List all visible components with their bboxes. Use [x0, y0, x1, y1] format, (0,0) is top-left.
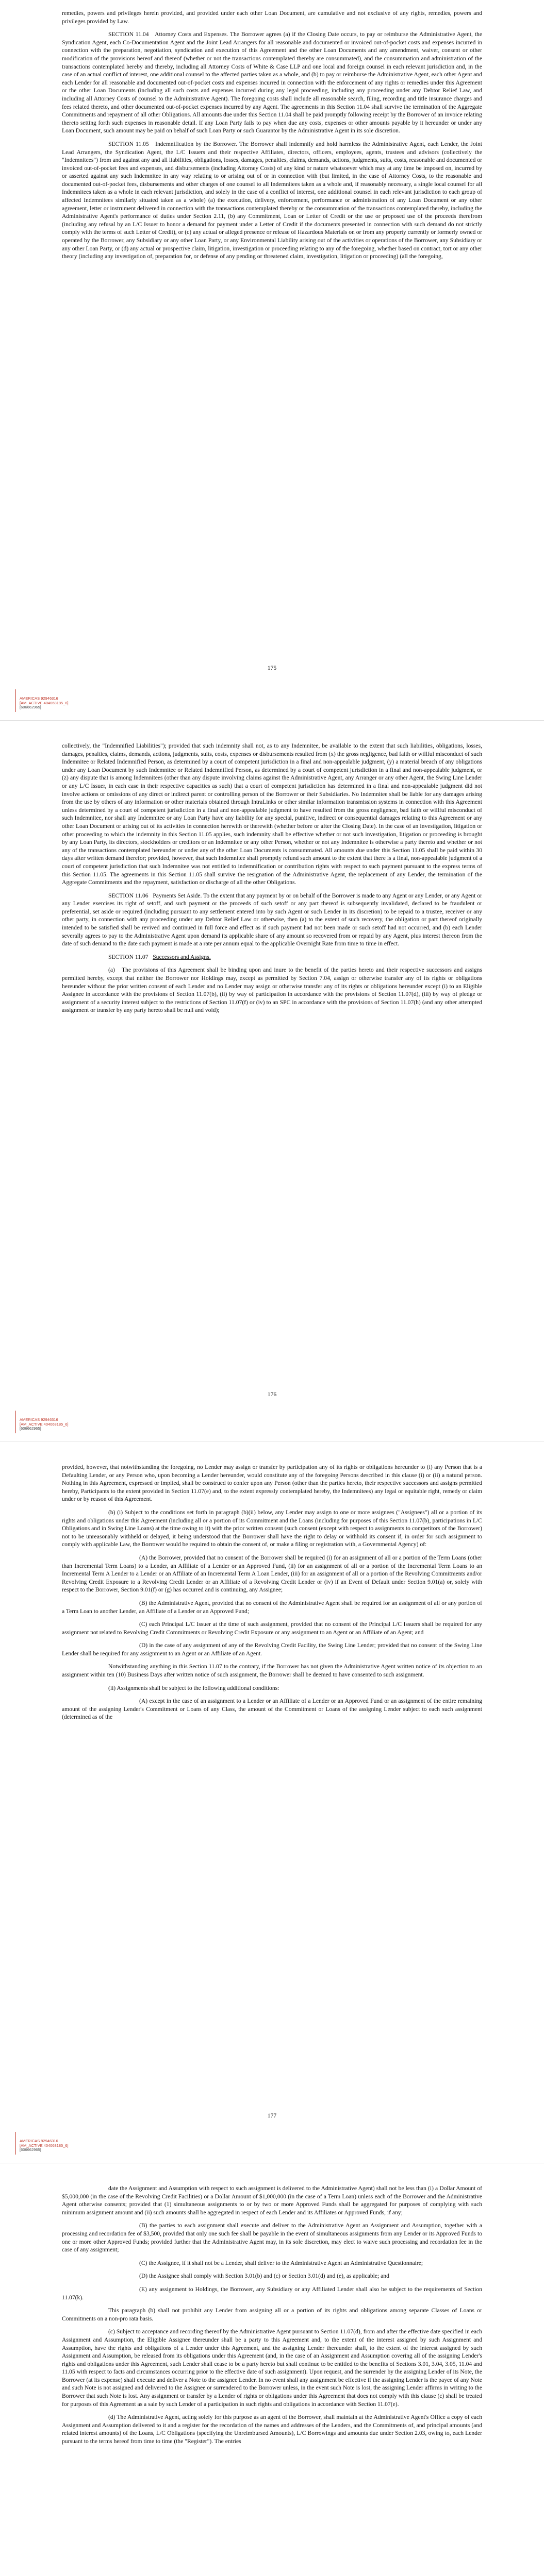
page-177 [0, 1443, 544, 2164]
paragraph: remedies, powers and privileges herein provided, and provided under each other Loan Document, are cumulative and not exclusive of any rights, remedies, powers and privileges provided by Law. [62, 10, 482, 25]
paragraph: (A) the Borrower, provided that no consent of the Borrower shall be required (i) for an assignment of all or a portion of the Term Loans (other than Incremental Term Loans) to a Lender, an Affiliate of a Lender or an Approved Fund, (ii) for an assignment of all or a portion of the Incremental Term Loans to an Incremental Term A Lender to a Lender or an Affiliate of an Incremental Term A Loan Lender, (iii) for an assignment of all or a portion of the Revolving Commitments and/or Revolving Credit Exposure to a Revolving Credit Lender or an Affiliate of a Revolving Credit Lender or (iv) if an Event of Default under Section 9.01(a) or, solely with respect to the Borrower, Section 9.01(f) or (g) has occurred and is continuing, any Assignee; [62, 1554, 482, 1594]
marker-line: AMERICAS 92946316 [20, 696, 58, 701]
paragraph: date the Assignment and Assumption with respect to such assignment is delivered to the Administrative Agent) shall not be less than (i) a Dollar Amount of $5,000,000 (in the case of the Revolving Credit Facilities) or a Dollar Amount of $1,000,000 (in the case of a Term Loan) unless each of the Borrower and the Administrative Agent otherwise consents; provided that (1) simultaneous assignments to or by two or more Approved Funds shall be aggregated for purposes of complying with such minimum assignment amount and (ii) such amounts shall be aggregated in respect of each Lender and its Affiliates or Approved Funds, if any; [62, 2185, 482, 2216]
document-id-marker [20, 1418, 69, 1431]
paragraph: (D) in the case of any assignment of any of the Revolving Credit Facility, the Swing Line Lender; provided that no consent of the Swing Line Lender shall be required for any assignment to an Agent or an Affiliate of an Agent. [62, 1642, 482, 1657]
paragraph [62, 140, 482, 261]
paragraph [62, 966, 482, 1014]
page-body [62, 742, 482, 1020]
page-176 [0, 721, 544, 1443]
page-body [62, 1463, 482, 1726]
page-number: 176 [267, 1391, 277, 1398]
section-heading: SECTION 11.06 [108, 892, 149, 899]
section-heading: SECTION 11.07 [108, 953, 149, 960]
document-id-marker [20, 2139, 69, 2153]
margin-bar [15, 1411, 16, 1433]
page-body [62, 2184, 482, 2451]
section-title: Successors and Assigns. [153, 953, 211, 960]
marker-line: [AM_ACTIVE 404068185_6] [20, 700, 69, 705]
marker-line: AMERICAS 92946316 [20, 1417, 58, 1422]
paragraph: (C) the Assignee, if it shall not be a Lender, shall deliver to the Administrative Agent an Administrative Questionnaire; [139, 2259, 423, 2266]
page-divider [0, 720, 544, 721]
margin-bar [15, 2132, 16, 2155]
page-body [62, 9, 482, 266]
section-text: Payments Set Aside. To the extent that any payment by or on behalf of the Borrower is made to any Agent or any Lender, or any Agent or any Lender exercises its right of setoff, and such payment or the proceeds of such setoff or any part thereof is subsequently invalidated, declared to be fraudulent or preferential, set aside or required (including pursuant to any settlement entered into by such Agent or such Lender in its discretion) to be repaid to a trustee, receiver or any other party, in connection with any proceeding under any Debtor Relief Law or otherwise, then (a) to the extent of such recovery, the obligation or part thereof originally intended to be satisfied shall be revived and continued in full force and effect as if such payment had not been made or such setoff had not occurred, and (b) each Lender severally agrees to pay to the Administrative Agent upon demand its applicable share of any amount so recovered from or repaid by any Agent, plus interest thereon from the date of such demand to the date such payment is made at a rate per annum equal to the applicable Overnight Rate from time to time in effect. [62, 892, 482, 947]
paragraph: (B) the Administrative Agent, provided that no consent of the Administrative Agent shall be required for an assignment of all or any portion of a Term Loan to another Lender, an Affiliate of a Lender or an Approved Fund; [62, 1599, 482, 1615]
section-heading: SECTION 11.05 [108, 140, 149, 147]
paragraph: collectively, the "Indemnified Liabilities"); provided that such indemnity shall not, as to any Indemnitee, be available to the extent that such liabilities, obligations, losses, damages, penalties, claims, demands, actions, judgments, suits, costs, expenses or disbursements resulted from (x) the gross negligence, bad faith or willful misconduct of such Indemnitee or Related Indemnified Person, as determined by a court of competent jurisdiction in a final and non-appealable judgment, (y) a material breach of any obligations under any Loan Document by such Indemnitee or Related Indemnified Person, as determined by a court of competent jurisdiction in a final and non-appealable judgment, or (z) any dispute that is among Indemnitees (other than any dispute involving claims against the Administrative Agent, any Arranger or any other Agent, the Swing Line Lender or any L/C Issuer, in each case in their respective capacities as such) that a court of competent jurisdiction has determined in a final and non-appealable judgment did not involve actions or omissions of any direct or indirect parent or controlling person of the Borrower or their Subsidiaries. No Indemnitee shall be liable for any damages arising from the use by others of any information or other materials obtained through IntraLinks or other similar information transmission systems in connection with this Agreement unless determined by a court of competent jurisdiction in a final and non-appealable judgment to have resulted from the gross negligence, bad faith or willful misconduct of such Indemnitee, nor shall any Indemnitee or any Loan Party have any liability for any special, punitive, indirect or consequential damages relating to this Agreement or any other Loan Document or arising out of its activities in connection herewith or therewith (whether before or after the Closing Date). In the case of an investigation, litigation or other proceeding to which the indemnity in this Section 11.05 applies, such indemnity shall be effective whether or not such investigation, litigation or proceeding is brought by any Loan Party, its directors, stockholders or creditors or an Indemnitee or any other Person, whether or not any Indemnitee is otherwise a party thereto and whether or not any of the transactions contemplated hereunder or under any of the other Loan Documents is consummated. All amounts due under this Section 11.05 shall be paid within 30 days after written demand therefor; provided, however, that such Indemnitee shall promptly refund such amount to the extent that there is a final, non-appealable judgment of a court of competent jurisdiction that such Indemnitee was not entitled to indemnification or contribution rights with respect to such payment pursuant to the express terms of this Section 11.05. The agreements in this Section 11.05 shall survive the resignation of the Administrative Agent, the replacement of any Lender, the termination of the Aggregate Commitments and the repayment, satisfaction or discharge of all the other Obligations. [62, 742, 482, 886]
marker-line: [AM_ACTIVE 404068185_6] [20, 1421, 69, 1427]
clause-text: The provisions of this Agreement shall be binding upon and inure to the benefit of the parties hereto and their respective successors and assigns permitted hereby, except that neither the Borrower nor Holdings may, except as permitted by Section 7.04, assign or otherwise transfer any of its rights or obligations hereunder without the prior written consent of each Lender and no Lender may assign or otherwise transfer any of its rights or obligations hereunder except (i) to an Eligible Assignee in accordance with the provisions of Section 11.07(b), (ii) by way of participation in accordance with the provisions of Section 11.07(d), (iii) by way of pledge or assignment of a security interest subject to the restrictions of Section 11.07(f) or (iv) to an SPC in accordance with the provisions of Section 11.07(h) (and any other attempted assignment or transfer by any party hereto shall be null and void); [62, 967, 482, 1014]
paragraph: (D) the Assignee shall comply with Section 3.01(b) and (c) or Section 3.01(d) and (e), as applicable; and [139, 2273, 389, 2280]
page-175 [0, 0, 544, 721]
paragraph: This paragraph (b) shall not prohibit any Lender from assigning all or a portion of its rights and obligations among separate Classes of Loans or Commitments on a non-pro rata basis. [62, 2307, 482, 2322]
paragraph: (C) each Principal L/C Issuer at the time of such assignment, provided that no consent of the Principal L/C Issuers shall be required for any assignment not related to Revolving Credit Commitments or Revolving Credit Exposure or any assignment to an Agent or an Affiliate of an Agent; and [62, 1621, 482, 1636]
marker-line: [606662965] [20, 2147, 41, 2152]
paragraph [62, 892, 482, 948]
section-text: Attorney Costs and Expenses. The Borrower agrees (a) if the Closing Date occurs, to pay or reimburse the Administrative Agent, the Syndication Agent, each Co-Documentation Agent and the Joint Lead Arrangers for all reasonable and documented or invoiced out-of-pocket costs and expenses incurred in connection with the preparation, negotiation, syndication and execution of this Agreement and the other Loan Documents and any amendment, waiver, consent or other modification of the provisions hereof and thereof (whether or not the transactions contemplated thereby are consummated), and the consummation and administration of the transactions contemplated hereby and thereby, including all Attorney Costs of White & Case LLP and one local and foreign counsel in each relevant jurisdiction and, in the case of an actual conflict of interest, one additional counsel to the affected parties taken as a whole, and (b) to pay or reimburse the Administrative Agent, each other Agent and each Lender for all reasonable and documented out-of-pocket costs and expenses incurred in connection with the enforcement of any rights or remedies under this Agreement or the other Loan Documents (including all such costs and expenses incurred during any legal proceeding, including any proceeding under any Debtor Relief Law, and including all Attorney Costs of counsel to the Administrative Agent). The foregoing costs shall include all reasonable search, filing, recording and title insurance charges and fees related thereto, and other documented out-of-pocket expenses incurred by any Agent. The agreements in this Section 11.04 shall survive the termination of the Aggregate Commitments and repayment of all other Obligations. All amounts due under this Section 11.04 shall be paid promptly following receipt by the Borrower of an invoice relating thereto setting forth such expenses in reasonable detail. If any Loan Party fails to pay when due any costs, expenses or other amounts payable by it hereunder or under any Loan Document, such amount may be paid on behalf of such Loan Party or such Guarantor by the Administrative Agent in its sole discretion. [62, 31, 482, 134]
marker-line: [AM_ACTIVE 404068185_6] [20, 2143, 69, 2148]
paragraph: (B) the parties to each assignment shall execute and deliver to the Administrative Agent an Assignment and Assumption, together with a processing and recordation fee of $3,500, provided that only one such fee shall be payable in the event of simultaneous assignments from any Lender or its Approved Funds to one or more other Approved Funds; provided further that the Administrative Agent may, in its sole discretion, may elect to waive such processing and recordation fee in the case of any assignment; [62, 2222, 482, 2253]
section-heading: SECTION 11.04 [108, 31, 149, 38]
paragraph [62, 30, 482, 135]
marker-line: [606662965] [20, 705, 41, 709]
marker-line: [606662965] [20, 1426, 41, 1431]
marker-line: AMERICAS 92946316 [20, 2139, 58, 2143]
paragraph: (A) except in the case of an assignment to a Lender or an Affiliate of a Lender or an Approved Fund or an assignment of the entire remaining amount of the assigning Lender's Commitment or Loans of any Class, the amount of the Commitment or Loans of the assigning Lender subject to each such assignment (determined as of the [62, 1698, 482, 1721]
margin-bar [15, 689, 16, 712]
paragraph: Notwithstanding anything in this Section 11.07 to the contrary, if the Borrower has not given the Administrative Agent written notice of its objection to an assignment within ten (10) Business Days after written notice of such assignment, the Borrower shall be deemed to have consented to such assignment. [62, 1663, 482, 1679]
paragraph [62, 953, 482, 961]
document-id-marker [20, 697, 69, 710]
paragraph: provided, however, that notwithstanding the foregoing, no Lender may assign or transfer by participation any of its rights or obligations hereunder to (i) any Person that is a Defaulting Lender, or any Person who, upon becoming a Lender hereunder, would constitute any of the foregoing Persons described in this clause (i) or (ii) a natural person. Nothing in this Agreement, expressed or implied, shall be construed to confer upon any Person (other than the parties hereto, their respective successors and assigns permitted hereby, Participants to the extent provided in Section 11.07(e) and, to the extent expressly contemplated hereby, the Indemnitees) any legal or equitable right, remedy or claim under or by reason of this Agreement. [62, 1464, 482, 1503]
paragraph: (c) Subject to acceptance and recording thereof by the Administrative Agent pursuant to Section 11.07(d), from and after the effective date specified in each Assignment and Assumption, the Eligible Assignee thereunder shall be a party to this Agreement and, to the extent of the interest assigned by such Assignment and Assumption, have the rights and obligations of a Lender under this Agreement, and the assigning Lender thereunder shall, to the extent of the interest assigned by such Assignment and Assumption, be released from its obligations under this Agreement (and, in the case of an Assignment and Assumption covering all of the assigning Lender's rights and obligations under this Agreement, such Lender shall cease to be a party hereto but shall continue to be entitled to the benefits of Sections 3.01, 3.04, 3.05, 11.04 and 11.05 with respect to facts and circumstances occurring prior to the effective date of such assignment). Upon request, and the surrender by the assigning Lender of its Note, the Borrower (at its expense) shall execute and deliver a Note to the assignee Lender. In no event shall any assignment be effective if the assigning Lender is the payee of any Note and such Note is not assigned and delivered to the Assignee or surrendered to the Borrower unless, in the event such Note is lost, the assigning Lender affirms in writing to the Borrower that such Note is lost. Any assignment or transfer by a Lender of rights or obligations under this Agreement that does not comply with this clause (c) shall be treated for purposes of this Agreement as a sale by such Lender of a participation in such rights and obligations in accordance with Section 11.07(e). [62, 2328, 482, 2408]
paragraph: (E) any assignment to Holdings, the Borrower, any Subsidiary or any Affiliated Lender shall also be subject to the requirements of Section 11.07(k). [62, 2285, 482, 2301]
page-178 [0, 2164, 544, 2576]
paragraph: (d) The Administrative Agent, acting solely for this purpose as an agent of the Borrower, shall maintain at the Administrative Agent's Office a copy of each Assignment and Assumption delivered to it and a register for the recordation of the names and addresses of the Lenders, and the Commitments of, and principal amounts (and related interest amounts) of the Loans, L/C Obligations (specifying the Unreimbursed Amounts), L/C Borrowings and amounts due under Section 2.03, owing to, each Lender pursuant to the terms hereof from time to time (the "Register"). The entries [62, 2414, 482, 2445]
page-number: 177 [267, 2112, 277, 2119]
paragraph: (ii) Assignments shall be subject to the following additional conditions: [108, 1684, 279, 1691]
page-number: 175 [267, 665, 277, 671]
paragraph: (b) (i) Subject to the conditions set forth in paragraph (b)(ii) below, any Lender may assign to one or more assignees ("Assignees") all or a portion of its rights and obligations under this Agreement (including all or a portion of its Commitment and the Loans (including for purposes of this Section 11.07(b), participations in L/C Obligations and in Swing Line Loans) at the time owing to it) with the prior written consent (such consent (except with respect to assignments to competitors of the Borrower) not to be unreasonably withheld or delayed, it being understood that the Borrower shall have the right to delay or withhold its consent if, in order for such assignment to comply with applicable Law, the Borrower would be required to obtain the consent of, or make a filing or registration with, a Governmental Agency) of: [62, 1509, 482, 1548]
clause-label: (a) [108, 967, 115, 974]
section-text: Indemnification by the Borrower. The Borrower shall indemnify and hold harmless the Administrative Agent, each Lender, the Joint Lead Arrangers, the Syndication Agent, the L/C Issuers and their respective Affiliates, directors, officers, employees, agents, trustees and advisors (collectively the "Indemnitees") from and against any and all liabilities, obligations, losses, damages, penalties, claims, demands, actions, judgments, suits, costs, reasonable and documented or invoiced out-of-pocket fees and expenses, and disbursements (including Attorney Costs) of any kind or nature whatsoever which may at any time be imposed on, incurred by or asserted against any such Indemnitee in any way relating to or arising out of or in connection with (but limited, in the case of Attorney Costs, to the reasonable and documented out-of-pocket fees, disbursements and other charges of one counsel to all Indemnitees taken as a whole and, if reasonably necessary, a single local counsel for all Indemnitees taken as a whole in each relevant jurisdiction, and solely in the case of a conflict of interest, one additional counsel in each relevant jurisdiction to each group of affected Indemnitees similarly situated taken as a whole) (a) the execution, delivery, enforcement, performance or administration of any Loan Document or any other agreement, letter or instrument delivered in connection with the transactions contemplated thereby or the consummation of the transactions contemplated thereby, including the Administrative Agent's performance of duties under Section 2.11, (b) any Commitment, Loan or Letter of Credit or the use or proposed use of the proceeds therefrom (including any refusal by an L/C Issuer to honor a demand for payment under a Letter of Credit if the documents presented in connection with such demand do not strictly comply with the terms of such Letter of Credit), or (c) any actual or alleged presence or release of Hazardous Materials on or from any property currently or formerly owned or operated by the Borrower, any Subsidiary or any other Loan Party, or any Environmental Liability arising out of the activities or operations of the Borrower, any Subsidiary or any other Loan Party, or (d) any actual or prospective claim, litigation, investigation or proceeding relating to any of the foregoing, whether based on contract, tort or any other theory (including any investigation of, preparation for, or defense of any pending or threatened claim, investigation, litigation or proceeding) (all the foregoing, [62, 140, 482, 260]
